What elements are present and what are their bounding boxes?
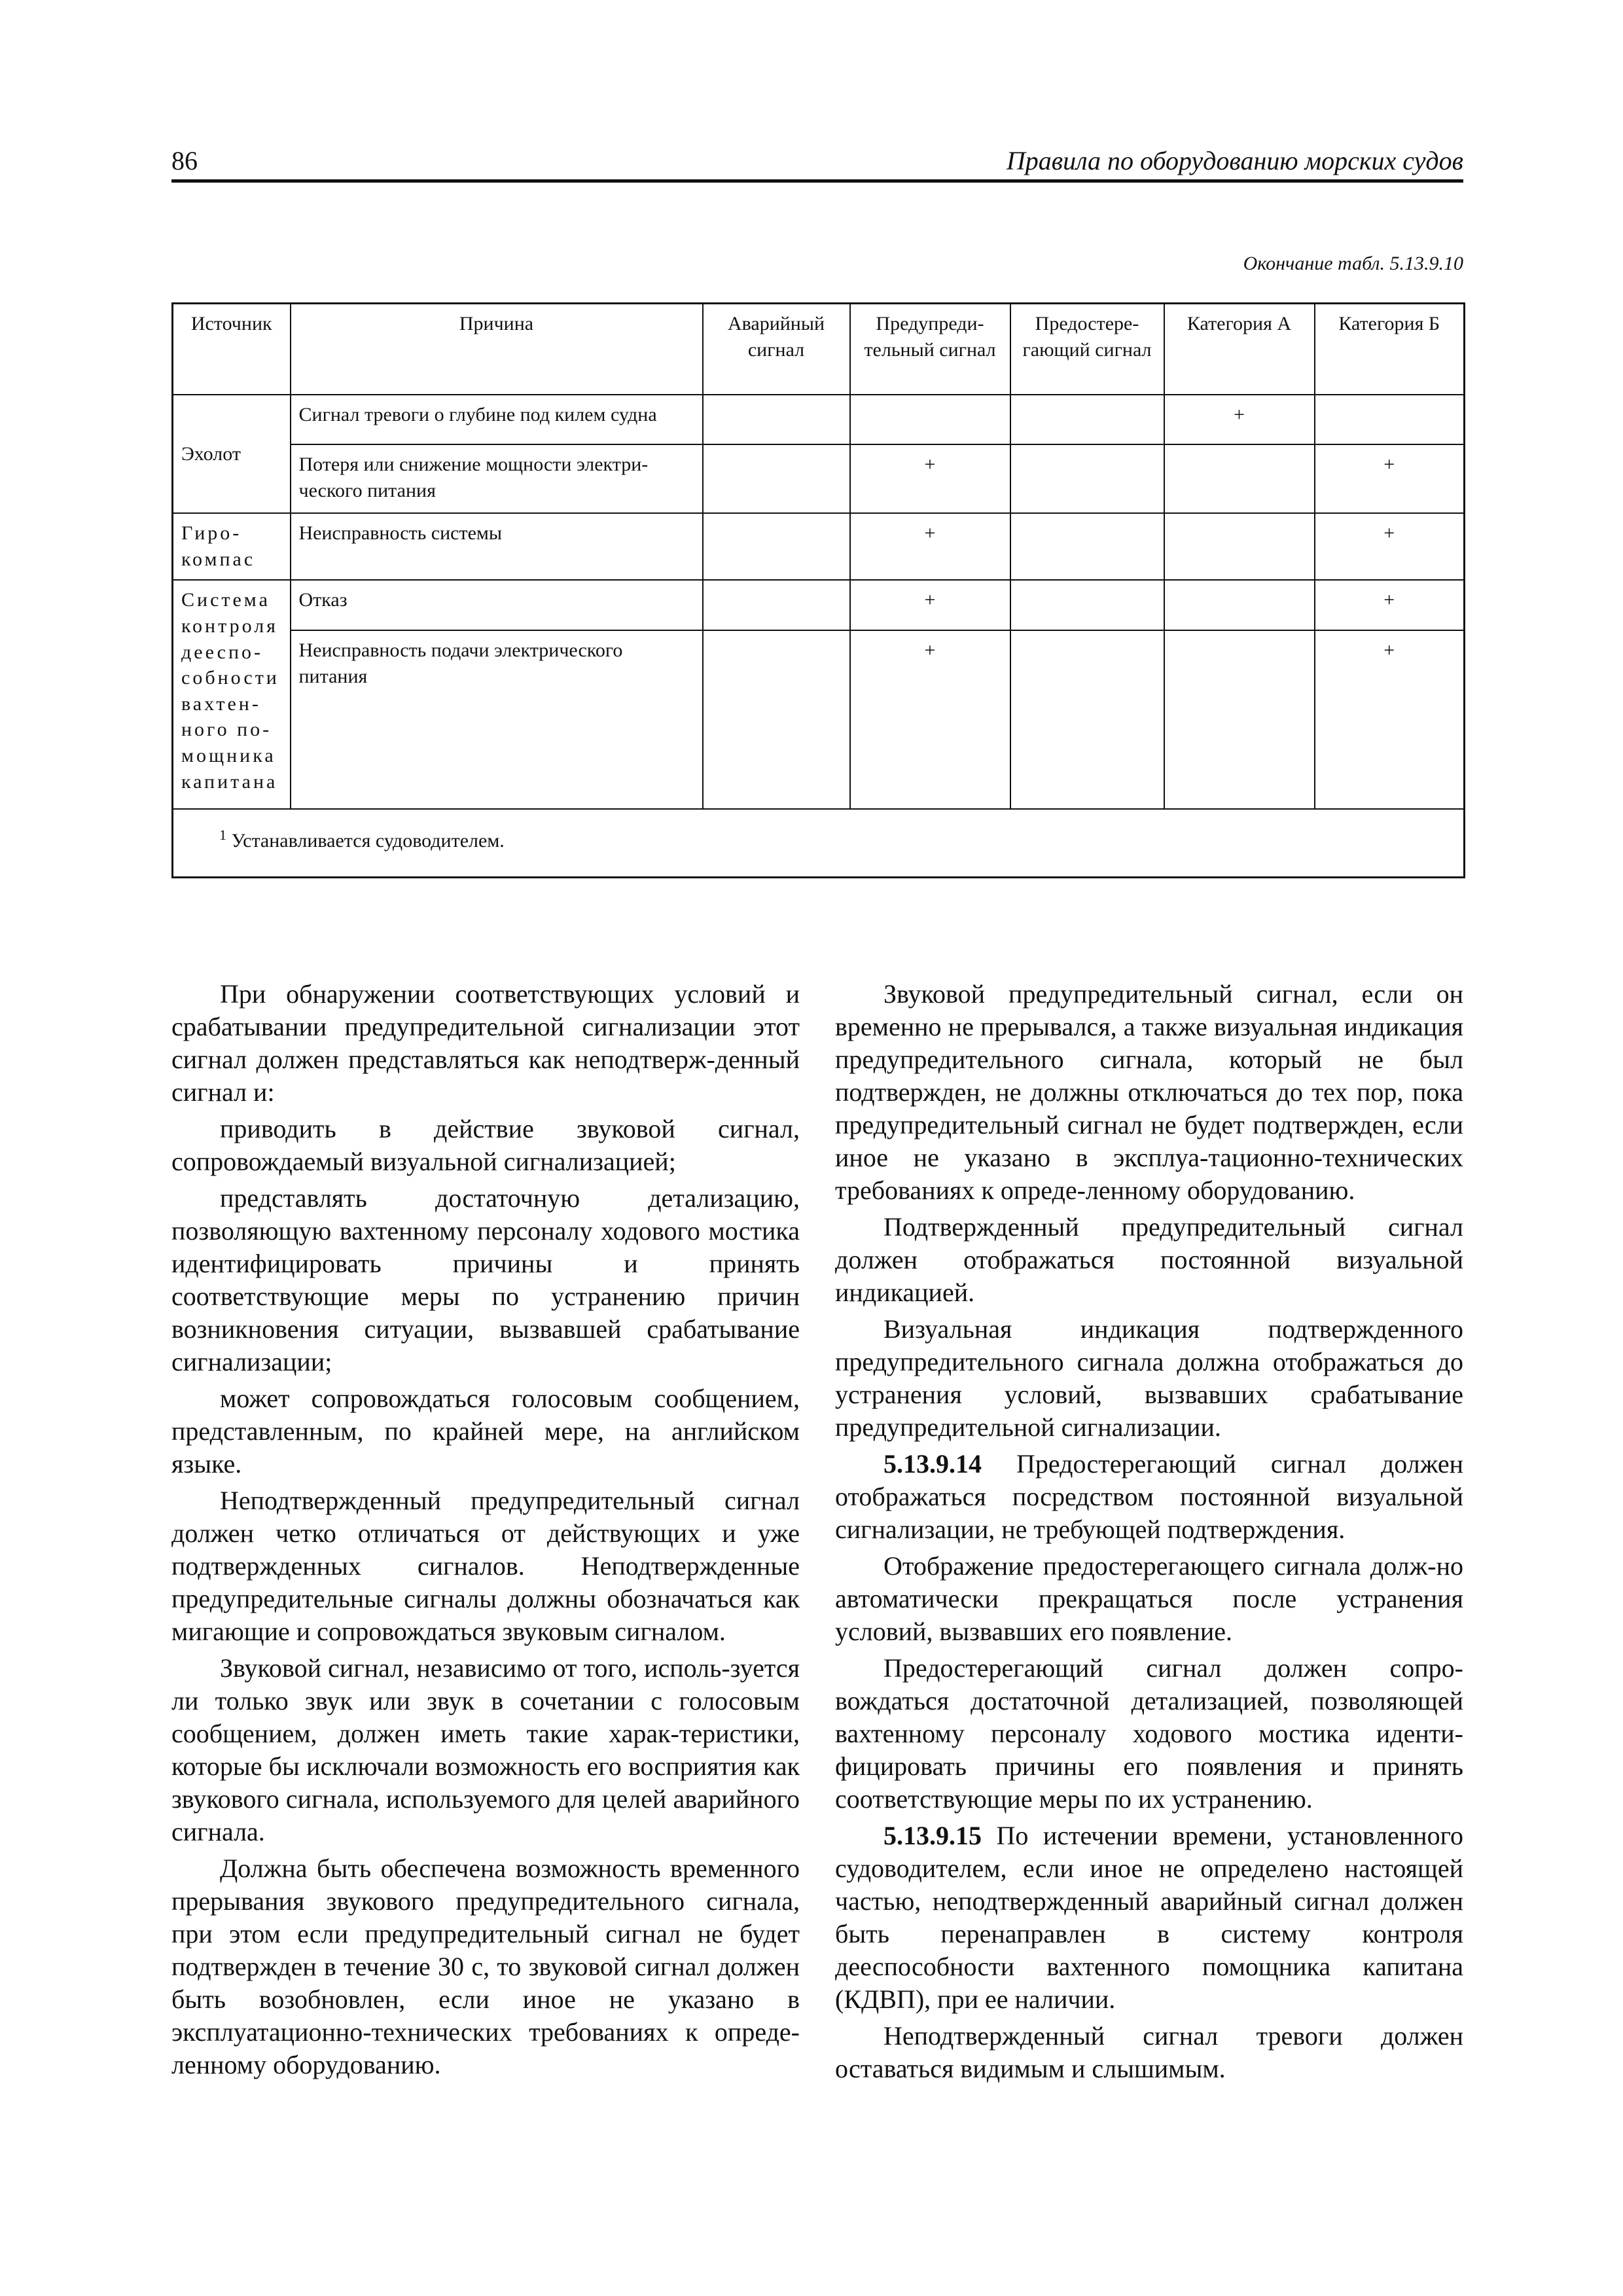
footnote-marker: 1	[219, 826, 226, 843]
page-number: 86	[171, 146, 198, 175]
section-5-13-9-14	[835, 1448, 1463, 1546]
paragraph: Отображение предостерегающего сигнала долж-но автоматически прекращаться после устранения условий, вызвавших его появление.	[835, 1551, 1463, 1646]
section-number: 5.13.9.15	[883, 1821, 982, 1850]
table-row	[173, 580, 1465, 630]
caution-cell	[1010, 395, 1164, 445]
category-a-cell	[1164, 513, 1315, 580]
warning-cell: +	[850, 580, 1010, 630]
paragraph: Неподтвержденный предупредительный сигнал должен четко отличаться от действующих и уже подтвержденных сигналов. Неподтвержденные предупредительные сигналы должны обозначаться как мигающие и сопровождаться звуковым сигналом.	[171, 1486, 800, 1646]
emergency-cell	[703, 444, 850, 513]
paragraph: Звуковой сигнал, независимо от того, исполь-зуется ли только звук или звук в сочетании с голосовым сообщением, должен иметь такие харак-теристики, которые бы исключали возможность его восприятия как звукового сигнала, используемого для целей аварийного сигнала.	[171, 1653, 800, 1846]
right-column	[835, 978, 1463, 2117]
col-header-source: Источник	[173, 304, 291, 395]
source-cell: Система контроля дееспо-собности вахтен-ного по-мощника капитана	[173, 580, 291, 808]
emergency-cell	[703, 630, 850, 808]
paragraph: При обнаружении соответствующих условий и срабатывании предупредительной сигнализации этот сигнал должен представляться как неподтверж-денный сигнал и:	[171, 979, 800, 1107]
warning-cell	[850, 395, 1010, 445]
table-row	[173, 630, 1465, 808]
source-cell: Гиро-компас	[173, 513, 291, 580]
category-a-cell	[1164, 444, 1315, 513]
caution-cell	[1010, 513, 1164, 580]
running-title: Правила по оборудованию морских судов	[1006, 146, 1463, 175]
table-header-row	[173, 304, 1465, 395]
section-number: 5.13.9.14	[883, 1449, 982, 1479]
paragraph: может сопровождаться голосовым сообщением, представленным, по крайней мере, на английском языке.	[171, 1384, 800, 1479]
caution-cell	[1010, 444, 1164, 513]
emergency-cell	[703, 580, 850, 630]
left-column	[171, 978, 800, 2117]
table-footnote	[173, 809, 1465, 878]
footnote-row	[173, 809, 1465, 878]
emergency-cell	[703, 513, 850, 580]
warning-cell: +	[850, 444, 1010, 513]
alarm-table	[171, 302, 1465, 878]
section-text: Предостерегающий сигнал должен отображаться посредством постоянной визуальной сигнализации, не требующей подтверждения.	[835, 1449, 1463, 1544]
page-header	[171, 145, 1463, 183]
col-header-emergency: Аварийный сигнал	[703, 304, 850, 395]
category-a-cell: +	[1164, 395, 1315, 445]
paragraph: приводить в действие звуковой сигнал, сопровождаемый визуальной сигнализацией;	[171, 1114, 800, 1176]
category-a-cell	[1164, 630, 1315, 808]
table-row	[173, 513, 1465, 580]
cause-cell: Потеря или снижение мощности электри-ческого питания	[291, 444, 703, 513]
section-text: По истечении времени, установленного судоводителем, если иное не определено настоящей частью, неподтвержденный аварийный сигнал должен быть перенаправлен в систему контроля дееспособности вахтенного помощника капитана (КДВП), при ее наличии.	[835, 1821, 1463, 2014]
category-b-cell: +	[1315, 580, 1465, 630]
paragraph: Должна быть обеспечена возможность временного прерывания звукового предупредительного сигнала, при этом если предупредительный сигнал не будет подтвержден в течение 30 с, то звуковой сигнал должен быть возобновлен, если иное не указано в эксплуатационно-технических требованиях к опреде-ленному оборудованию.	[171, 1854, 800, 2079]
cause-cell: Отказ	[291, 580, 703, 630]
col-header-category-a: Категория А	[1164, 304, 1315, 395]
category-b-cell: +	[1315, 513, 1465, 580]
paragraph: представлять достаточную детализацию, позволяющую вахтенному персоналу ходового мостика идентифицировать причины и принять соответствующие меры по устранению причин возникновения ситуации, вызвавшей срабатывание сигнализации;	[171, 1183, 800, 1376]
warning-cell: +	[850, 630, 1010, 808]
table-caption: Окончание табл. 5.13.9.10	[1243, 253, 1463, 274]
col-header-caution: Предостере-гающий сигнал	[1010, 304, 1164, 395]
category-b-cell: +	[1315, 630, 1465, 808]
paragraph: Предостерегающий сигнал должен сопро-вождаться достаточной детализацией, позволяющей вахтенному персоналу ходового мостика иденти-фицировать причины его появления и принять соответствующие меры по их устранению.	[835, 1653, 1463, 1814]
paragraph: Визуальная индикация подтвержденного предупредительного сигнала должна отображаться до устранения условий, вызвавших срабатывание предупредительной сигнализации.	[835, 1314, 1463, 1442]
table-row	[173, 395, 1465, 445]
source-cell: Эхолот	[173, 395, 291, 514]
col-header-warning: Предупреди-тельный сигнал	[850, 304, 1010, 395]
emergency-cell	[703, 395, 850, 445]
col-header-cause: Причина	[291, 304, 703, 395]
paragraph: Неподтвержденный сигнал тревоги должен оставаться видимым и слышимым.	[835, 2021, 1463, 2083]
col-header-category-b: Категория Б	[1315, 304, 1465, 395]
cause-cell: Неисправность системы	[291, 513, 703, 580]
category-a-cell	[1164, 580, 1315, 630]
caution-cell	[1010, 580, 1164, 630]
category-b-cell: +	[1315, 444, 1465, 513]
paragraph: Звуковой предупредительный сигнал, если он временно не прерывался, а также визуальная индикация предупредительного сигнала, который не был подтвержден, не должны отключаться до тех пор, пока предупредительный сигнал не будет подтвержден, если иное не указано в эксплуа-тационно-технических требованиях к опреде-ленному оборудованию.	[835, 979, 1463, 1205]
paragraph: Подтвержденный предупредительный сигнал должен отображаться постоянной визуальной индикацией.	[835, 1212, 1463, 1307]
footnote-text: Устанавливается судоводителем.	[231, 829, 505, 852]
table-row	[173, 444, 1465, 513]
cause-cell: Сигнал тревоги о глубине под килем судна	[291, 395, 703, 445]
warning-cell: +	[850, 513, 1010, 580]
body-text	[171, 978, 1463, 2117]
category-b-cell	[1315, 395, 1465, 445]
caution-cell	[1010, 630, 1164, 808]
cause-cell: Неисправность подачи электрического питания	[291, 630, 703, 808]
section-5-13-9-15	[835, 1820, 1463, 2016]
